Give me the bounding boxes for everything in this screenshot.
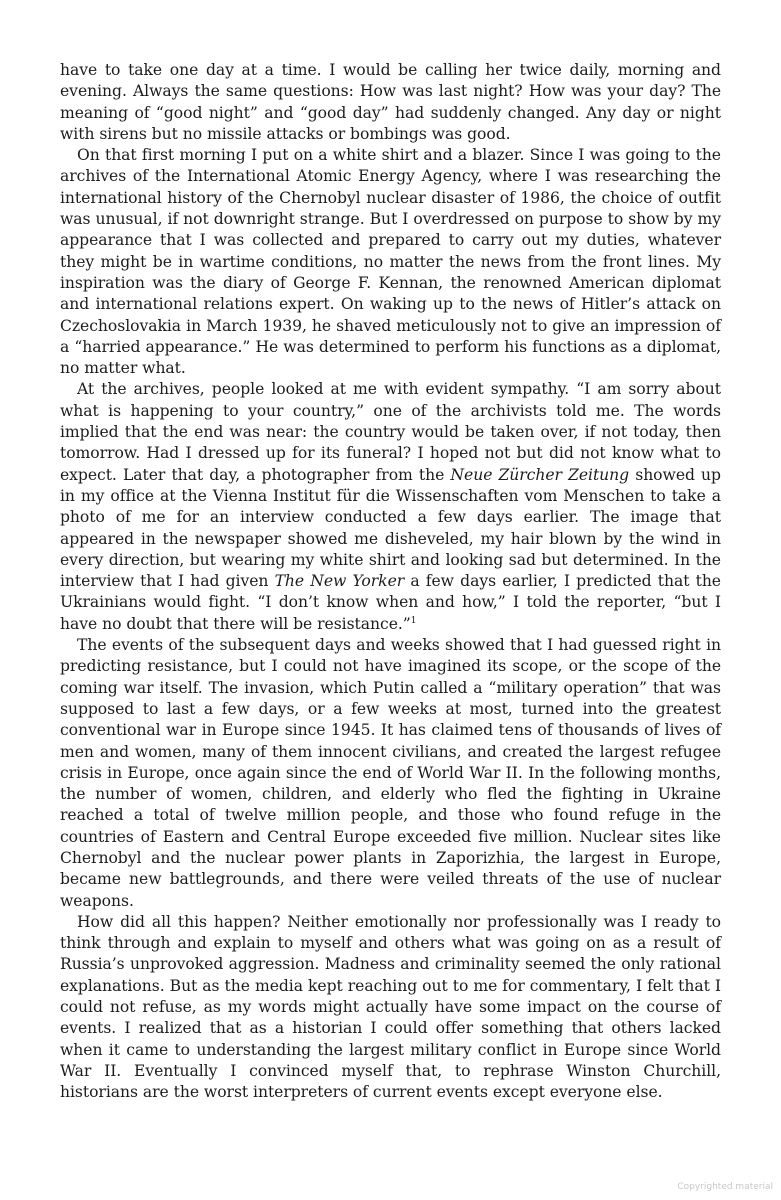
- paragraph-text: At the archives, people looked at me with evident sympathy. “I am sorry about what is happening to your country,” one of the archivists told me. The words implied that the end was near: the country would be taken over, if not today, then tomorrow. Had I dressed up for its funeral? I hoped not but did not know what to expect. Later that day, a photographer from the: [60, 380, 721, 484]
- paragraph-text: The events of the subsequent days and weeks showed that I had guessed right in predicting resistance, but I could not have imagined its scope, or the scope of the coming war itself. The invasion, which Putin called a “military operation” that was supposed to last a few days, or a few weeks at most, turned into the greatest conventional war in Europe since 1945. It has claimed tens of thousands of lives of men and women, many of them innocent civilians, and created the largest refugee crisis in Europe, once again since the end of World War II. In the following months, the number of women, children, and elderly who fled the fighting in Ukraine reached a total of twelve million people, and those who found refuge in the countries of Eastern and Central Europe exceeded five million. Nuclear sites like Chernobyl and the nuclear power plants in Zaporizhia, the largest in Europe, became new battlegrounds, and there were veiled threats of the use of nuclear weapons.: [60, 636, 721, 910]
- paragraph: [60, 145, 721, 379]
- paragraph-text: showed up in my office at the Vienna Institut für die Wissenschaften vom Menschen to take a photo of me for an interview conducted a few days earlier. The image that appeared in the newspaper showed me disheveled, my hair blown by the wind in every direction, but wearing my white shirt and looking sad but determined. In the interview that I had given: [60, 465, 721, 591]
- book-page-body: [60, 60, 721, 1104]
- paragraph-text: On that first morning I put on a white shirt and a blazer. Since I was going to the archives of the International Atomic Energy Agency, where I was researching the international history of the Chernobyl nuclear disaster of 1986, the choice of outfit was unusual, if not downright strange. But I overdressed on purpose to show by my appearance that I was collected and prepared to carry out my duties, whatever they might be in wartime conditions, no matter the news from the front lines. My inspiration was the diary of George F. Kennan, the renowned American diplomat and international relations expert. On waking up to the news of Hitler’s attack on Czechoslovakia in March 1939, he shaved meticulously not to give an impression of a “harried appearance.” He was determined to perform his functions as a diplomat, no matter what.: [60, 146, 721, 378]
- paragraph-text: a few days earlier, I predicted that the Ukrainians would fight. “I don’t know when and how,” I told the reporter, “but I have no doubt that there will be resistance.”: [60, 572, 721, 633]
- italic-title: Neue Zürcher Zeitung: [450, 465, 630, 484]
- copyright-watermark: Copyrighted material: [677, 1182, 773, 1192]
- italic-title: The New Yorker: [274, 572, 405, 591]
- paragraph: [60, 379, 721, 635]
- footnote-marker: 1: [410, 615, 417, 626]
- paragraph: [60, 635, 721, 912]
- paragraph: [60, 60, 721, 145]
- paragraph-text: How did all this happen? Neither emotionally nor professionally was I ready to think through and explain to myself and others what was going on as a result of Russia’s unprovoked aggression. Madness and criminality seemed the only rational explanations. But as the media kept reaching out to me for commentary, I felt that I could not refuse, as my words might actually have some impact on the course of events. I realized that as a historian I could offer something that others lacked when it came to understanding the largest military conflict in Europe since World War II. Eventually I convinced myself that, to rephrase Winston Churchill, historians are the worst interpreters of current events except everyone else.: [60, 912, 721, 1102]
- paragraph-text: have to take one day at a time. I would be calling her twice daily, morning and evening. Always the same questions: How was last night? How was your day? The meaning of “good night” and “good day” had suddenly changed. Any day or night with sirens but no missile attacks or bombings was good.: [60, 61, 721, 143]
- paragraph: [60, 912, 721, 1104]
